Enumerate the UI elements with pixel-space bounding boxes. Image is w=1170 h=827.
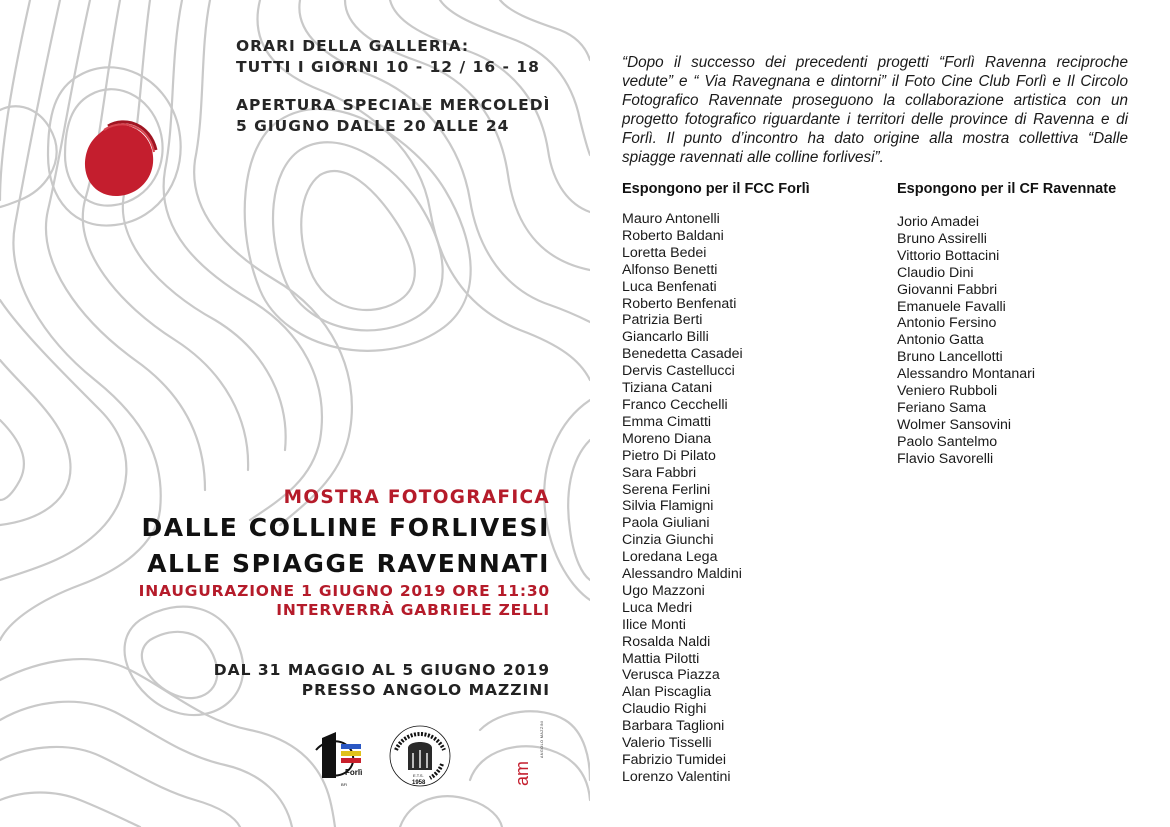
special-opening-title: APERTURA SPECIALE MERCOLEDÌ	[236, 96, 551, 114]
member-name: Bruno Lancellotti	[897, 349, 1003, 366]
member-name: Alessandro Maldini	[622, 566, 742, 583]
member-name: Lorenzo Valentini	[622, 768, 731, 785]
cf-year-text: 1958	[412, 780, 426, 786]
member-name: Franco Cecchelli	[622, 396, 728, 413]
exhibition-title-line1: DALLE COLLINE FORLIVESI	[141, 513, 550, 542]
contour-line	[194, 0, 352, 525]
member-name: Emanuele Favalli	[897, 298, 1006, 315]
member-name: Valerio Tisselli	[622, 735, 712, 752]
sponsor-logos	[312, 720, 572, 790]
member-name: Sara Fabbri	[622, 464, 697, 481]
contour-line	[0, 702, 292, 827]
member-name: Alessandro Montanari	[897, 366, 1036, 383]
cf-ravennate-logo	[390, 726, 450, 786]
venue: PRESSO ANGOLO MAZZINI	[301, 681, 550, 699]
member-name: Mauro Antonelli	[622, 211, 720, 227]
contour-line	[0, 420, 24, 500]
intro-paragraph: “Dopo il successo dei precedenti progetti “Forlì Ravenna reciproche vedute” e “ Via Ravegnana e dintorni” il Foto Cine Club Forlì e Il Circolo Fotografico Ravennate proseguono la collaborazione artistica con un progetto fotografico riguardante i territori delle province di Ravenna e di Forlì. Il punto d’incontro ha dato origine alla mostra collettiva “Dalle spiagge ravennati alle colline forlivesi”.	[622, 54, 1128, 167]
member-name: Benedetta Casadei	[622, 346, 743, 363]
member-name: Loredana Lega	[622, 549, 718, 566]
member-name: Ugo Mazzoni	[622, 582, 705, 599]
contour-line	[142, 632, 217, 698]
member-name: Claudio Dini	[897, 264, 974, 281]
contour-line	[164, 0, 322, 520]
member-name: Roberto Benfenati	[622, 295, 737, 312]
member-name: Loretta Bedei	[622, 244, 707, 261]
speaker-info: INTERVERRÀ GABRIELE ZELLI	[276, 601, 550, 619]
member-name: Luca Medri	[622, 599, 693, 616]
contour-line	[83, 0, 248, 470]
member-name: Silvia Flamigni	[622, 498, 714, 515]
fcc-logo-text: Forlì	[345, 768, 363, 777]
gallery-hours-title: ORARI DELLA GALLERIA:	[236, 37, 470, 55]
member-name: Cinzia Giunchi	[622, 532, 714, 549]
exhibition-dates	[214, 660, 550, 700]
fcc-logo-small-text: BFI	[341, 782, 348, 787]
contour-line	[0, 360, 70, 525]
cf-ets-text: E.T.S.	[413, 773, 424, 778]
member-name: Flavio Savorelli	[897, 450, 994, 467]
member-name: Barbara Taglioni	[622, 718, 725, 735]
contour-line	[400, 796, 502, 827]
am-mark-text: am	[512, 760, 532, 786]
gallery-hours	[236, 36, 540, 78]
exhibition-title-line2: ALLE SPIAGGE RAVENNATI	[147, 549, 550, 578]
contour-line	[245, 109, 471, 351]
contour-line	[544, 400, 590, 600]
member-name: Ilice Monti	[622, 616, 686, 633]
special-opening	[236, 95, 550, 137]
special-opening-times: 5 GIUGNO DALLE 20 ALLE 24	[236, 117, 510, 135]
member-name: Mattia Pilotti	[622, 650, 700, 667]
angolo-mazzini-logo	[512, 720, 544, 786]
member-name: Pietro Di Pilato	[622, 447, 716, 464]
member-name: Feriano Sama	[897, 399, 987, 416]
member-name: Giancarlo Billi	[622, 329, 709, 346]
date-range: DAL 31 MAGGIO AL 5 GIUGNO 2019	[213, 661, 550, 679]
contour-line	[301, 171, 415, 310]
member-name: Rosalda Naldi	[622, 633, 711, 650]
member-name: Tiziana Catani	[622, 380, 713, 397]
member-name: Paolo Santelmo	[897, 433, 998, 450]
cf-exhibitors	[897, 181, 1116, 468]
fcc-forli-logo	[316, 732, 362, 787]
member-name: Serena Ferlini	[622, 481, 711, 498]
fcc-exhibitors	[622, 181, 810, 786]
member-name: Patrizia Berti	[622, 312, 703, 329]
member-name: Veniero Rubboli	[897, 383, 998, 400]
am-small-text: ANGOLO MAZZINI	[540, 720, 544, 758]
gallery-hours-times: TUTTI I GIORNI 10 - 12 / 16 - 18	[236, 58, 540, 76]
member-name: Claudio Righi	[622, 701, 707, 718]
member-name: Antonio Fersino	[897, 315, 997, 332]
contour-line	[568, 440, 590, 580]
contour-line	[46, 0, 205, 490]
member-name: Emma Cimatti	[622, 413, 712, 430]
contour-line	[0, 300, 126, 580]
member-name: Antonio Gatta	[897, 332, 984, 349]
member-name: Alfonso Benetti	[622, 261, 718, 278]
fcc-member-list	[622, 211, 810, 786]
member-name: Alan Piscaglia	[622, 684, 712, 701]
member-name: Dervis Castellucci	[622, 363, 735, 380]
member-name: Moreno Diana	[622, 430, 712, 447]
member-name: Luca Benfenati	[622, 278, 717, 295]
cf-heading: Espongono per il CF Ravennate	[897, 181, 1117, 197]
member-name: Paola Giuliani	[622, 515, 710, 532]
red-stone-mark	[85, 122, 156, 196]
member-name: Giovanni Fabbri	[897, 281, 998, 298]
member-name: Roberto Baldani	[622, 227, 724, 244]
member-name: Vittorio Bottacini	[897, 247, 1000, 264]
member-name: Wolmer Sansovini	[897, 416, 1012, 433]
member-name: Jorio Amadei	[897, 214, 980, 230]
inauguration-info: INAUGURAZIONE 1 GIUGNO 2019 ORE 11:30	[138, 582, 550, 600]
member-name: Verusca Piazza	[622, 667, 720, 684]
fcc-heading: Espongono per il FCC Forlì	[622, 181, 810, 197]
contour-line	[0, 793, 140, 827]
exhibition-kind: MOSTRA FOTOGRAFICA	[283, 487, 550, 508]
member-name: Fabrizio Tumidei	[622, 752, 727, 768]
exhibition-title-block	[139, 486, 550, 620]
cf-member-list	[897, 214, 1116, 468]
member-name: Bruno Assirelli	[897, 230, 987, 247]
